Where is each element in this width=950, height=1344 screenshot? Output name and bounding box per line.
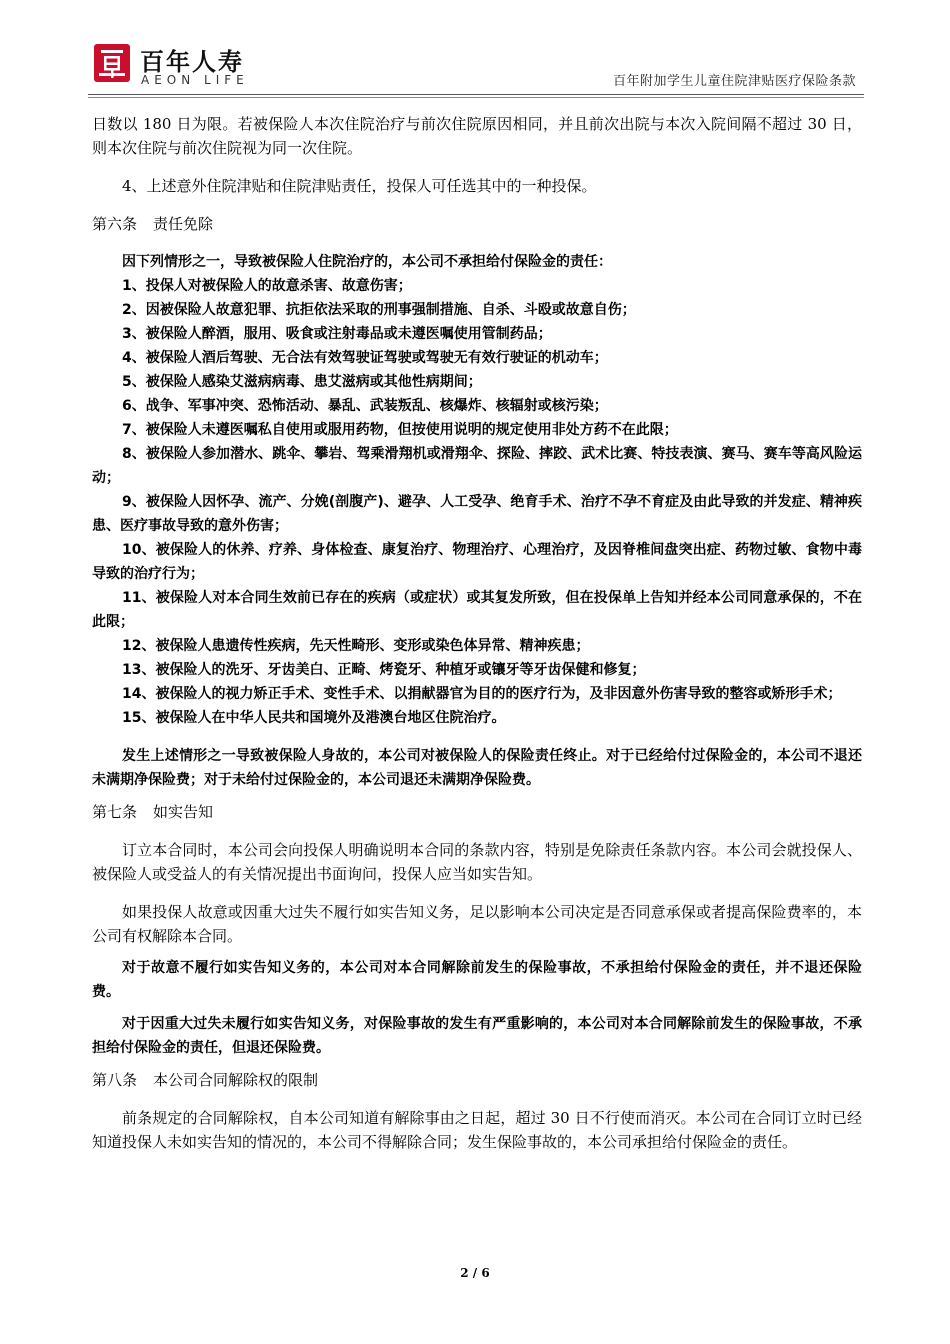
brand-name-cn: 百年人寿 bbox=[140, 48, 244, 76]
article-7-paragraph-1: 订立本合同时，本公司会向投保人明确说明本合同的条款内容，特别是免除责任条款内容。本公司会就投保人、被保险人或受益人的有关情况提出书面询问，投保人应当如实告知。 bbox=[92, 841, 862, 883]
article-6-heading bbox=[92, 212, 862, 236]
page-header bbox=[88, 40, 864, 90]
exclusion-item: 15、被保险人在中华人民共和国境外及港澳台地区住院治疗。 bbox=[122, 710, 506, 726]
article-number: 第六条 bbox=[92, 215, 138, 233]
document-title: 百年附加学生儿童住院津贴医疗保险条款 bbox=[612, 74, 856, 89]
brand-name-en: AEON LIFE bbox=[141, 73, 249, 87]
article-title: 责任免除 bbox=[153, 215, 214, 233]
article-8-paragraph-1: 前条规定的合同解除权，自本公司知道有解除事由之日起，超过 30 日不行使而消灭。本公司在合同订立时已经知道投保人未如实告知的情况的，本公司不得解除合同；发生保险事故的，本公司承担给付保险金的责任。 bbox=[92, 1109, 862, 1151]
article-number: 第八条 bbox=[92, 1071, 138, 1089]
header-rule bbox=[88, 94, 864, 95]
exclusion-intro: 因下列情形之一，导致被保险人住院治疗的，本公司不承担给付保险金的责任： bbox=[122, 254, 612, 270]
exclusion-item: 12、被保险人患遗传性疾病，先天性畸形、变形或染色体异常、精神疾患； bbox=[122, 638, 590, 654]
exclusion-item: 14、被保险人的视力矫正手术、变性手术、以捐献器官为目的的医疗行为，及非因意外伤害导致的整容或矫形手术； bbox=[122, 686, 842, 702]
article-number: 第七条 bbox=[92, 803, 138, 821]
article-7-paragraph-3: 对于故意不履行如实告知义务的，本公司对本合同解除前发生的保险事故，不承担给付保险金的责任，并不退还保险费。 bbox=[92, 960, 862, 1000]
exclusion-item: 13、被保险人的洗牙、牙齿美白、正畸、烤瓷牙、种植牙或镶牙等牙齿保健和修复； bbox=[122, 662, 646, 678]
exclusion-item: 2、因被保险人故意犯罪、抗拒依法采取的刑事强制措施、自杀、斗殴或故意自伤； bbox=[122, 302, 636, 318]
article-title: 如实告知 bbox=[153, 803, 214, 821]
page-number: 2 / 6 bbox=[460, 1266, 490, 1280]
exclusion-item: 6、战争、军事冲突、恐怖活动、暴乱、武装叛乱、核爆炸、核辐射或核污染； bbox=[122, 398, 608, 414]
exclusion-item: 3、被保险人醉酒，服用、吸食或注射毒品或未遵医嘱使用管制药品； bbox=[122, 326, 552, 342]
exclusion-item: 7、被保险人未遵医嘱私自使用或服用药物，但按使用说明的规定使用非处方药不在此限； bbox=[122, 422, 678, 438]
article-8-heading bbox=[92, 1068, 862, 1092]
exclusion-item: 9、被保险人因怀孕、流产、分娩(剖腹产)、避孕、人工受孕、绝育手术、治疗不孕不育症及由此导致的并发症、精神疾患、医疗事故导致的意外伤害； bbox=[92, 494, 862, 534]
article-7-heading bbox=[92, 800, 862, 824]
exclusion-item: 1、投保人对被保险人的故意杀害、故意伤害； bbox=[122, 278, 412, 294]
exclusion-item: 5、被保险人感染艾滋病病毒、患艾滋病或其他性病期间； bbox=[122, 374, 482, 390]
aeon-seal-logo-icon bbox=[94, 44, 130, 82]
exclusion-item: 11、被保险人对本合同生效前已存在的疾病（或症状）或其复发所致，但在投保单上告知并经本公司同意承保的，不在此限； bbox=[92, 590, 862, 630]
exclusion-item: 10、被保险人的休养、疗养、身体检查、康复治疗、物理治疗、心理治疗，及因脊椎间盘突出症、药物过敏、食物中毒导致的治疗行为； bbox=[92, 542, 862, 582]
paragraph-continued: 日数以 180 日为限。若被保险人本次住院治疗与前次住院原因相同，并且前次出院与本次入院间隔不超过 30 日，则本次住院与前次住院视为同一次住院。 bbox=[92, 115, 862, 157]
exclusion-list bbox=[92, 274, 862, 730]
exclusion-outro: 发生上述情形之一导致被保险人身故的，本公司对被保险人的保险责任终止。对于已经给付过保险金的，本公司不退还未满期净保险费；对于未给付过保险金的，本公司退还未满期净保险费。 bbox=[92, 748, 862, 788]
article-7-paragraph-2: 如果投保人故意或因重大过失不履行如实告知义务，足以影响本公司决定是否同意承保或者提高保险费率的，本公司有权解除本合同。 bbox=[92, 903, 862, 945]
exclusion-item: 8、被保险人参加潜水、跳伞、攀岩、驾乘滑翔机或滑翔伞、探险、摔跤、武术比赛、特技表演、赛马、赛车等高风险运动； bbox=[92, 446, 862, 486]
header-rule-thin bbox=[88, 97, 864, 98]
article-title: 本公司合同解除权的限制 bbox=[153, 1071, 319, 1089]
document-body bbox=[92, 112, 862, 1154]
paragraph-item-4: 4、上述意外住院津贴和住院津贴责任，投保人可任选其中的一种投保。 bbox=[122, 177, 597, 195]
exclusion-item: 4、被保险人酒后驾驶、无合法有效驾驶证驾驶或驾驶无有效行驶证的机动车； bbox=[122, 350, 608, 366]
article-7-paragraph-4: 对于因重大过失未履行如实告知义务，对保险事故的发生有严重影响的，本公司对本合同解除前发生的保险事故，不承担给付保险金的责任，但退还保险费。 bbox=[92, 1016, 862, 1056]
